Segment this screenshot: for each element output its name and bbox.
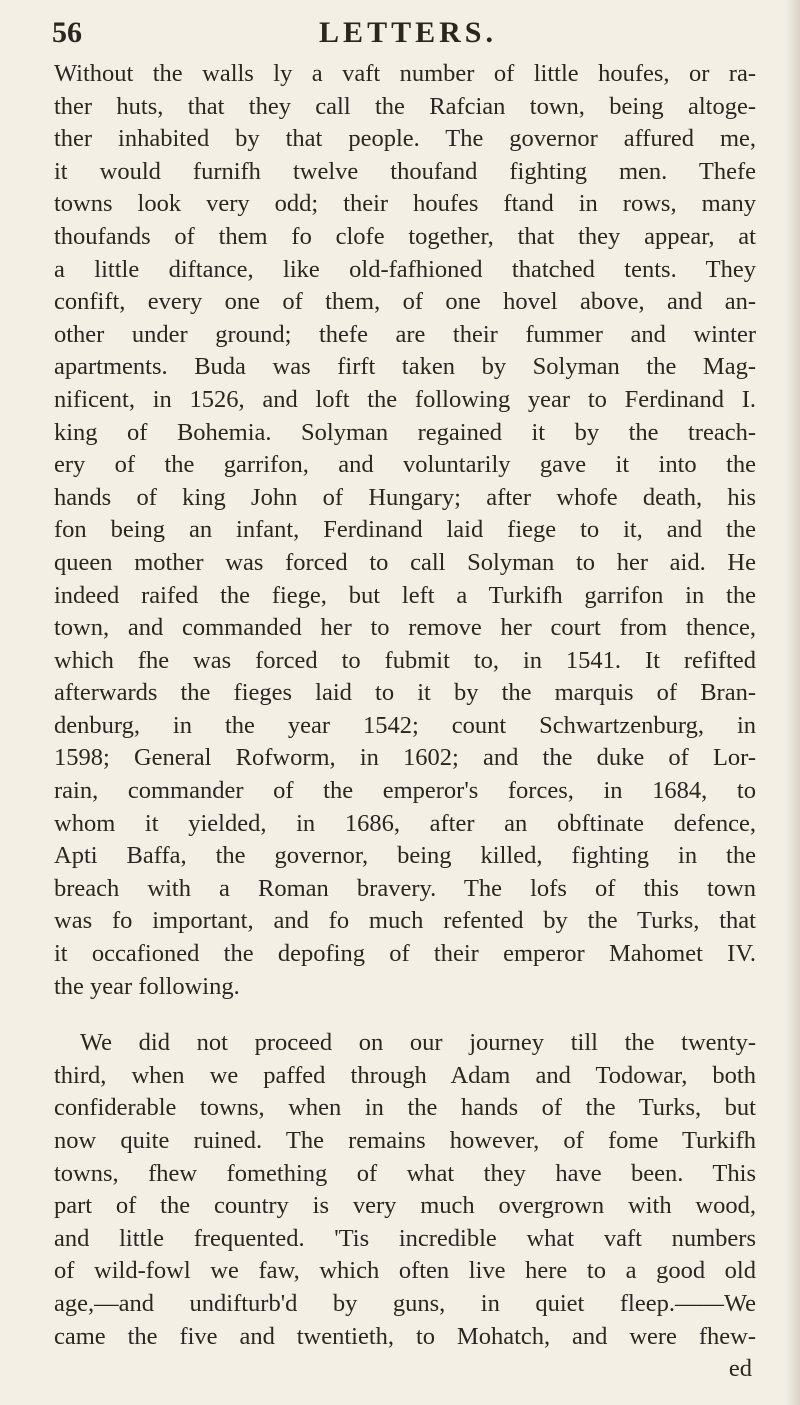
text-line: which fhe was forced to fubmit to, in 1541. It refifted [54, 646, 756, 674]
text-line: nificent, in 1526, and loft the following year to Ferdinand I. [54, 385, 756, 413]
text-line: fon being an infant, Ferdinand laid fiege to it, and the [54, 516, 756, 544]
text-line: came the five and twentieth, to Mohatch, and were fhew- [54, 1322, 756, 1350]
text-line: third, when we paffed through Adam and Todowar, both [54, 1061, 756, 1089]
text-line: now quite ruined. The remains however, of fome Turkifh [54, 1127, 756, 1154]
text-line: was fo important, and fo much refented by the Turks, that [54, 907, 756, 935]
page-edge-shadow [786, 0, 800, 1405]
text-line: apartments. Buda was firft taken by Solyman the Mag- [54, 353, 756, 381]
text-line: We did not proceed on our journey till the twenty- [80, 1029, 756, 1057]
text-line: 1598; General Rofworm, in 1602; and the duke of Lor- [54, 744, 756, 772]
text-line: ther inhabited by that people. The governor affured me, [54, 125, 756, 153]
paragraph-1 [54, 58, 756, 1003]
text-line: confiderable towns, when in the hands of the Turks, but [54, 1094, 756, 1122]
text-line: Without the walls ly a vaft number of little houfes, or ra- [54, 60, 756, 87]
text-line: ther huts, that they call the Rafcian town, being altoge- [54, 92, 756, 120]
text-line: towns, fhew fomething of what they have been. This [54, 1159, 756, 1187]
text-line: confift, every one of them, of one hovel above, and an- [54, 288, 756, 316]
text-line: age,—and undifturb'd by guns, in quiet fleep.——We [54, 1289, 756, 1317]
paragraph-gap [54, 1003, 756, 1027]
text-line: part of the country is very much overgrown with wood, [54, 1192, 756, 1220]
text-line: king of Bohemia. Solyman regained it by the treach- [54, 418, 756, 446]
text-line: Apti Baffa, the governor, being killed, fighting in the [54, 842, 756, 870]
text-line: denburg, in the year 1542; count Schwartzenburg, in [54, 711, 756, 739]
text-line: town, and commanded her to remove her court from thence, [54, 614, 756, 642]
page-number: 56 [52, 16, 82, 49]
text-line: ery of the garrifon, and voluntarily gave it into the [54, 451, 756, 479]
text-line: other under ground; thefe are their fummer and winter [54, 320, 756, 348]
text-line: afterwards the fieges laid to it by the marquis of Bran- [54, 679, 756, 707]
text-line: rain, commander of the emperor's forces, in 1684, to [54, 777, 756, 805]
paragraph-2 [54, 1027, 756, 1353]
running-title: LETTERS. [319, 16, 497, 49]
text-line: and little frequented. 'Tis incredible what vaft numbers [54, 1224, 756, 1252]
text-line: it occafioned the depofing of their emperor Mahomet IV. [54, 940, 756, 968]
body-text [54, 58, 756, 1386]
catchword: ed [728, 1355, 752, 1383]
text-line: thoufands of them fo clofe together, that they appear, at [54, 222, 756, 250]
text-line: towns look very odd; their houfes ftand in rows, many [54, 190, 756, 218]
text-line: of wild-fowl we faw, which often live here to a good old [54, 1257, 756, 1285]
text-line: the year following. [54, 972, 240, 1000]
text-line: hands of king John of Hungary; after whofe death, his [54, 483, 756, 511]
text-line: it would furnifh twelve thoufand fighting men. Thefe [54, 157, 756, 185]
running-head [52, 10, 764, 58]
text-line: a little diftance, like old-fafhioned thatched tents. They [54, 255, 756, 283]
text-line: breach with a Roman bravery. The lofs of this town [54, 874, 756, 902]
text-line: indeed raifed the fiege, but left a Turkifh garrifon in the [54, 581, 756, 609]
text-line: whom it yielded, in 1686, after an obftinate defence, [54, 809, 756, 837]
text-line: queen mother was forced to call Solyman to her aid. He [54, 548, 756, 576]
